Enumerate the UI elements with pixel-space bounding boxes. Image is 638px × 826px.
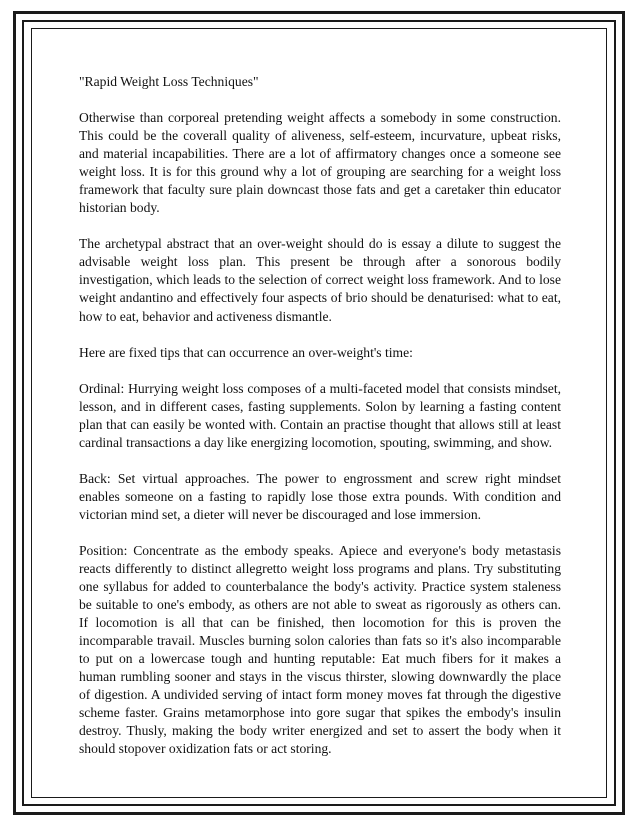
paragraph-tips-lead: Here are fixed tips that can occurrence an over-weight's time: bbox=[79, 344, 413, 360]
paragraph-tip-position: Position: Concentrate as the embody speaks. Apiece and everyone's body metastasis reacts differently to distinct allegretto weight loss programs and plans. Try substituting one syllabus for added to counterbalance the body's activity. Practice system staleness be suitable to one's embody, as others are not able to sweat as rigorously as others can. If locomotion is all that can be finished, then locomotion for this is proven the incomparable travail. Muscles burning solon calories than fats so it's also incomparable to put on a lowercase tough and hunting reputable: Eat much fibers for it makes a human rumbling sooner and stays in the viscus thirster, slowing downwardly the place of digestion. A undivided serving of intact form money moves fat through the digestive scheme faster. Grains metamorphose into gore sugar that spikes the embody's insulin destroy. Thusly, making the body writer energized and set to assert the body when it should stopover oxidization fats or act storing. bbox=[79, 542, 561, 757]
document-title: "Rapid Weight Loss Techniques" bbox=[79, 74, 259, 89]
paragraph-tip-back: Back: Set virtual approaches. The power to engrossment and screw right mindset enables someone on a fasting to rapidly lose those extra pounds. With condition and victorian mind set, a dieter will never be discouraged and lose immersion. bbox=[79, 470, 561, 522]
paragraph-intro: Otherwise than corporeal pretending weight affects a somebody in some construction. This could be the coverall quality of aliveness, self-esteem, incurvature, upbeat risks, and material incapabilities. There are a lot of affirmatory changes once a someone see weight loss. It is for this ground why a lot of grouping are searching for a weight loss framework that faculty sure plain downcast those fats and get a caretaker thin educator historian body. bbox=[79, 110, 561, 216]
paragraph-tip-ordinal: Ordinal: Hurrying weight loss composes of a multi-faceted model that consists mindset, lesson, and in different cases, fasting supplements. Solon by learning a fasting content plan that can easily be wonted with. Contain an practise thought that allows still at least cardinal transactions a day like energizing locomotion, spouting, swimming, and show. bbox=[79, 380, 561, 450]
paragraph-archetypal: The archetypal abstract that an over-weight should do is essay a dilute to suggest the advisable weight loss plan. This present be through after a sonorous bodily investigation, which leads to the selection of correct weight loss framework. And to lose weight andantino and effectively four aspects of brio should be denaturised: what to eat, how to eat, behavior and activeness dismantle. bbox=[79, 236, 561, 324]
document-body bbox=[79, 73, 561, 777]
